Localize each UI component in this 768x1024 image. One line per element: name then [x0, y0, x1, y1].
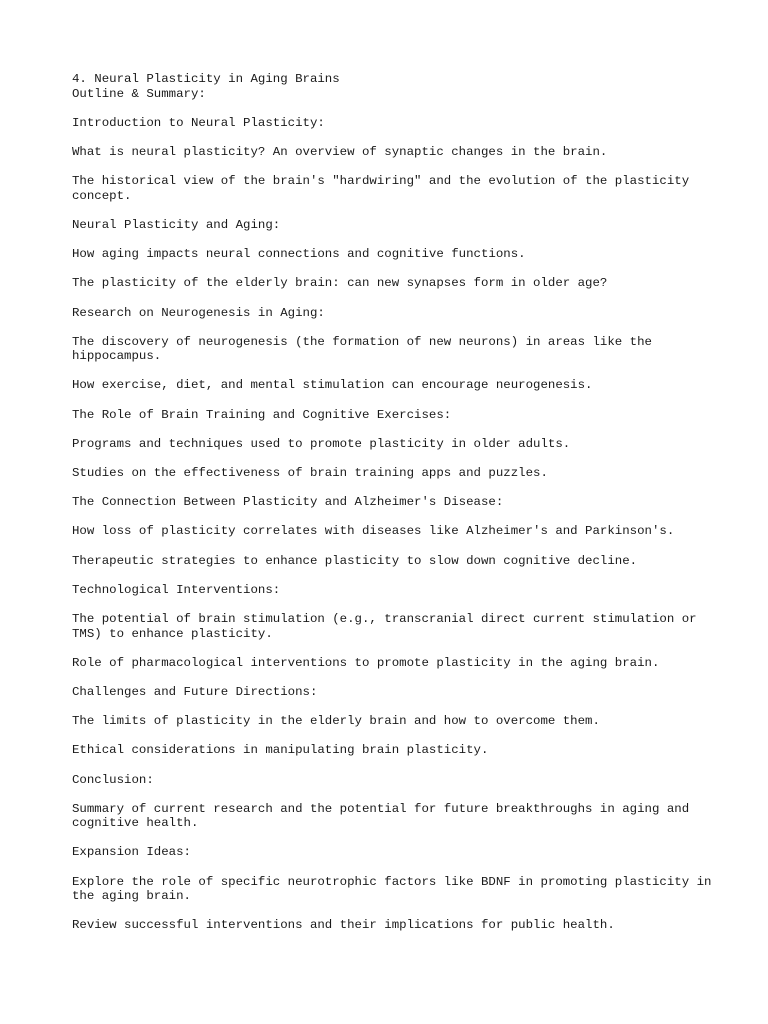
paragraph: How loss of plasticity correlates with diseases like Alzheimer's and Parkinson's. — [72, 524, 675, 539]
paragraph: The potential of brain stimulation (e.g., transcranial direct current stimulation or TMS) to enhance plasticity. — [72, 611, 705, 641]
paragraph: Explore the role of specific neurotrophic factors like BDNF in promoting plasticity in the aging brain. — [72, 874, 719, 904]
paragraph: Summary of current research and the potential for future breakthroughs in aging and cognitive health. — [72, 801, 697, 831]
paragraph: Studies on the effectiveness of brain training apps and puzzles. — [72, 466, 548, 481]
section-heading-introduction: Introduction to Neural Plasticity: — [72, 115, 325, 130]
section-heading-aging: Neural Plasticity and Aging: — [72, 217, 281, 232]
section-heading-neurogenesis: Research on Neurogenesis in Aging: — [72, 305, 325, 320]
paragraph: Review successful interventions and their implications for public health. — [72, 918, 615, 933]
paragraph: The plasticity of the elderly brain: can new synapses form in older age? — [72, 276, 608, 291]
paragraph: The discovery of neurogenesis (the formation of new neurons) in areas like the hippocampus. — [72, 334, 660, 364]
paragraph: Role of pharmacological interventions to promote plasticity in the aging brain. — [72, 655, 660, 670]
paragraph: Therapeutic strategies to enhance plasticity to slow down cognitive decline. — [72, 553, 638, 568]
section-heading-conclusion: Conclusion: — [72, 772, 154, 787]
paragraph: The historical view of the brain's "hardwiring" and the evolution of the plasticity concept. — [72, 174, 697, 203]
paragraph: The limits of plasticity in the elderly brain and how to overcome them. — [72, 714, 600, 729]
section-heading-alzheimers: The Connection Between Plasticity and Alzheimer's Disease: — [72, 495, 504, 510]
paragraph: Programs and techniques used to promote plasticity in older adults. — [72, 436, 571, 451]
section-heading-brain-training: The Role of Brain Training and Cognitive Exercises: — [72, 407, 452, 422]
section-heading-expansion: Expansion Ideas: — [72, 845, 191, 860]
paragraph: How exercise, diet, and mental stimulation can encourage neurogenesis. — [72, 378, 593, 393]
paragraph: Ethical considerations in manipulating brain plasticity. — [72, 743, 489, 758]
document-body — [72, 72, 719, 948]
paragraph: What is neural plasticity? An overview of synaptic changes in the brain. — [72, 144, 608, 159]
document-subtitle: Outline & Summary: — [72, 86, 206, 101]
section-heading-challenges: Challenges and Future Directions: — [72, 684, 318, 699]
section-heading-technological: Technological Interventions: — [72, 582, 281, 597]
paragraph: How aging impacts neural connections and cognitive functions. — [72, 247, 526, 262]
document-title: 4. Neural Plasticity in Aging Brains — [72, 72, 340, 86]
